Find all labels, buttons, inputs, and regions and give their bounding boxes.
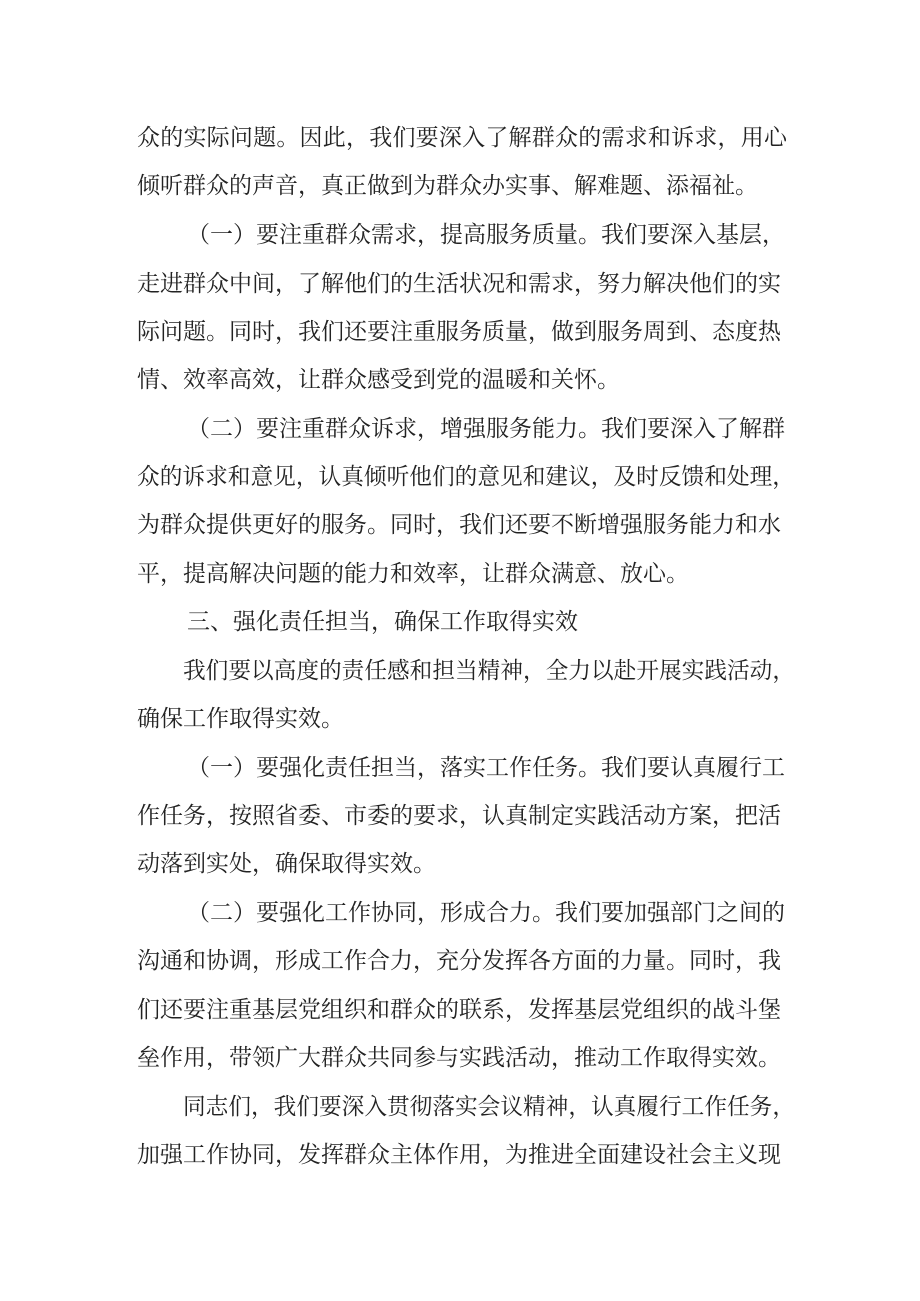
line-text: （二）要注重群众诉求，增强服务能力。我们要深入了解群 [187,416,785,442]
line-text: 加强工作协同，发挥群众主体作用，为推进全面建设社会主义现 [137,1142,781,1168]
text-line [0,1138,920,1172]
line-text: 三、强化责任担当，确保工作取得实效 [187,609,578,635]
line-text: 倾听群众的声音，真正做到为群众办实事、解难题、添福祉。 [137,173,758,199]
line-text: 平，提高解决问题的能力和效率，让群众满意、放心。 [137,561,689,587]
line-text: 确保工作取得实效。 [137,706,344,732]
text-line [0,847,920,881]
text-line [0,944,920,978]
line-text: 沟通和协调，形成工作合力，充分发挥各方面的力量。同时，我 [137,948,781,974]
text-line [0,218,920,252]
text-line [0,751,920,785]
text-line [0,702,920,736]
text-line [0,557,920,591]
text-line [0,1041,920,1075]
text-line [0,121,920,155]
text-line [0,896,920,930]
line-text: （一）要注重群众需求，提高服务质量。我们要深入基层， [187,222,785,248]
line-text: 为群众提供更好的服务。同时，我们还要不断增强服务能力和水 [137,512,781,538]
line-text: 作任务，按照省委、市委的要求，认真制定实践活动方案，把活 [137,803,781,829]
line-text: 众的实际问题。因此，我们要深入了解群众的需求和诉求，用心 [137,125,787,151]
line-text: 同志们，我们要深入贯彻落实会议精神，认真履行工作任务， [183,1094,795,1120]
text-line [0,460,920,494]
text-line [0,169,920,203]
text-line [0,1090,920,1124]
line-text: 众的诉求和意见，认真倾听他们的意见和建议，及时反馈和处理， [137,464,795,490]
text-line [0,993,920,1027]
line-text: 际问题。同时，我们还要注重服务质量，做到服务周到、态度热 [137,319,781,345]
line-text: 情、效率高效，让群众感受到党的温暖和关怀。 [137,367,620,393]
line-text: 走进群众中间，了解他们的生活状况和需求，努力解决他们的实 [137,271,781,297]
text-line [0,267,920,301]
line-text: 动落到实处，确保取得实效。 [137,851,436,877]
text-line [0,654,920,688]
text-line [0,799,920,833]
section-heading [0,605,920,639]
text-line [0,363,920,397]
text-line [0,508,920,542]
line-text: （二）要强化工作协同，形成合力。我们要加强部门之间的 [187,900,785,926]
line-text: 垒作用，带领广大群众共同参与实践活动，推动工作取得实效。 [137,1045,781,1071]
line-text: （一）要强化责任担当，落实工作任务。我们要认真履行工 [187,755,785,781]
line-text: 我们要以高度的责任感和担当精神，全力以赴开展实践活动， [183,658,795,684]
text-line [0,412,920,446]
text-line [0,315,920,349]
line-text: 们还要注重基层党组织和群众的联系，发挥基层党组织的战斗堡 [137,997,781,1023]
